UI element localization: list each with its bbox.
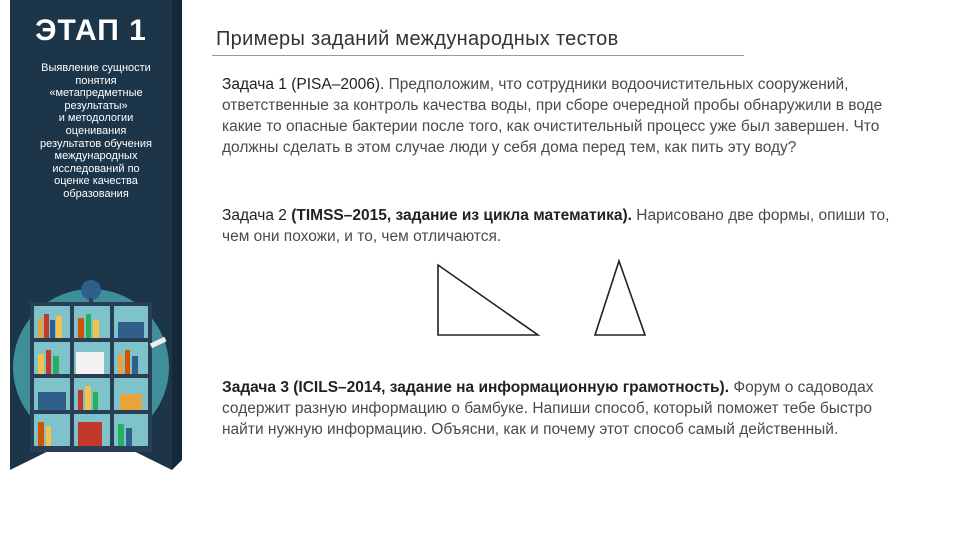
task-2-label: Задача 2 [222,207,287,224]
isosceles-triangle-shape [595,261,645,335]
task-1 [222,74,912,158]
stage-description-line: оценивания [65,124,127,137]
task-2 [222,205,912,247]
bookshelf-illustration [10,262,172,452]
task-3-label: Задача 3 [222,379,289,396]
stage-description-line: Выявление сущности [41,62,151,74]
title-divider [212,55,744,56]
page-title: Примеры заданий международных тестов [216,28,619,50]
stage-description-line: исследований по [52,162,140,175]
stage-description-line: оценке качества [54,175,138,188]
right-triangle-shape [438,265,538,335]
stage-description-line: результатов обучения [40,137,152,150]
stage-title: ЭТАП 1 [35,14,147,47]
stage-description-line: и методологии [58,112,134,125]
task-3-text: Форум о садоводах содержит разную информацию о бамбуке. Напиши способ, который поможет тебе быстро найти нужную информацию. Объясни, как и почему этот способ самый действенный. [222,379,874,438]
stage-description-line: «метапредметные [49,87,143,100]
task-1-text: Предположим, что сотрудники водоочистительных сооружений, ответственные за контроль качества воды, при сборе очередной пробы обнаружили в воде какие то опасные бактерии после того, как очистительный процесс уже был завершен. Что должны сделать в этом случае люди у себя дома перед тем, как пить эту воду? [222,76,883,156]
task-2-text: Нарисовано две формы, опиши то, чем они похожи, и то, чем отличаются. [222,207,890,245]
stage-banner [10,0,196,475]
stage-description-line: результаты» [64,99,128,112]
stage-description-line: понятия [75,74,117,87]
task-3-source: (ICILS–2014, задание на информационную грамотность). [293,379,730,396]
task-1-source: (PISA–2006). [291,76,385,93]
stage-description-line: образования [63,187,129,200]
task-2-shapes [400,255,660,345]
stage-description-line: международных [54,150,138,163]
stage-description [20,62,172,201]
task-1-label: Задача 1 [222,76,287,93]
task-2-source: (TIMSS–2015, задание из цикла математика). [291,207,632,224]
task-3 [222,377,912,440]
